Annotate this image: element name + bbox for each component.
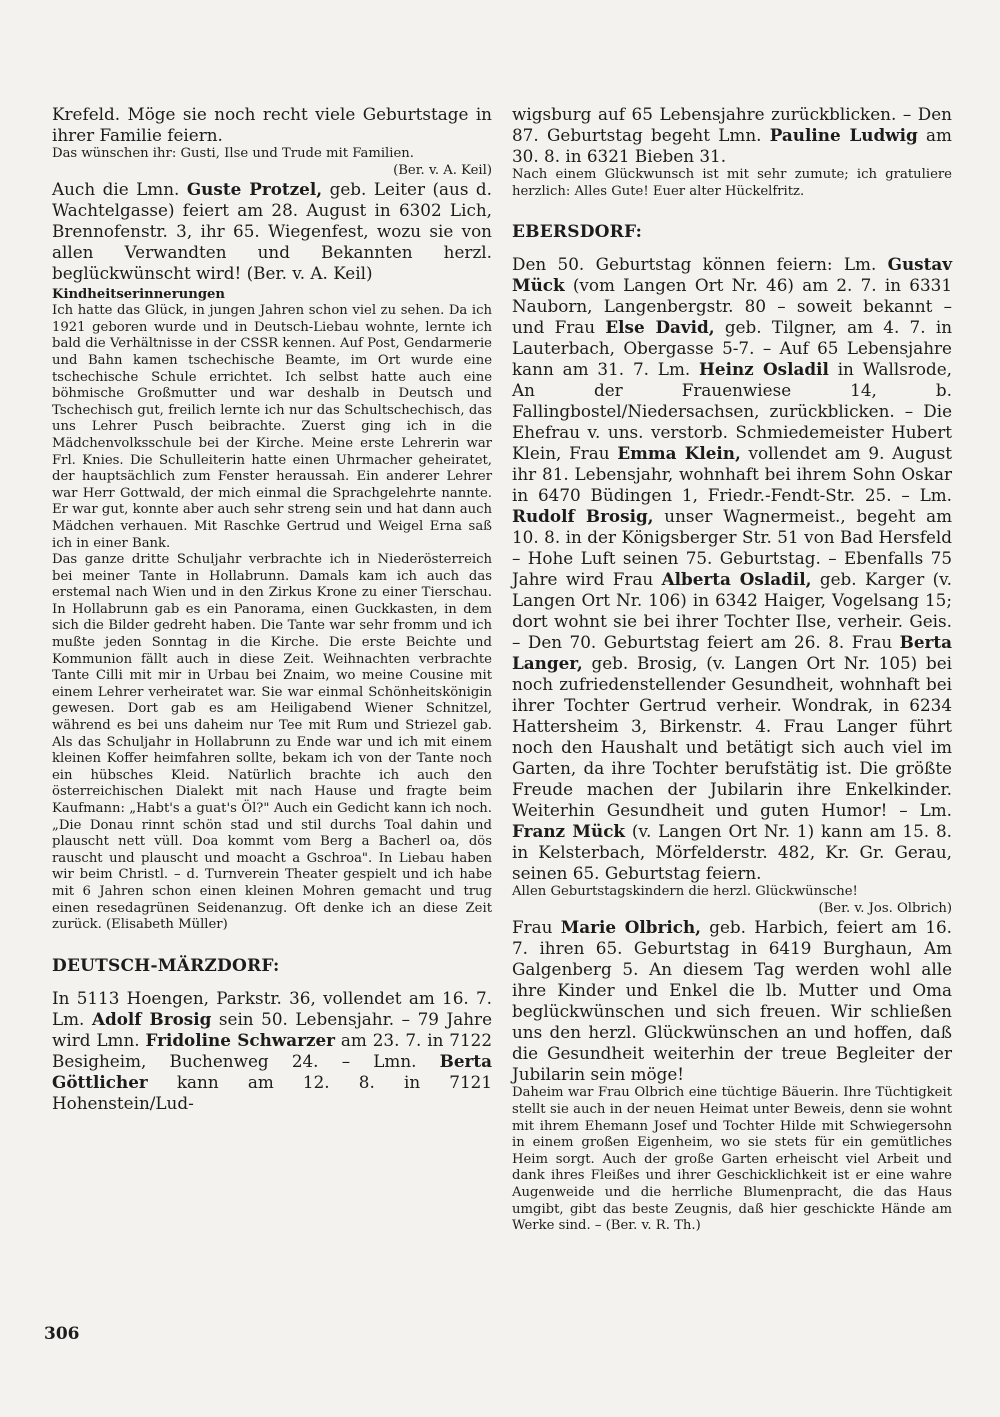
text-segment: wigsburg auf 65 Lebensjahre zurückblicken. – Den 87. Geburtstag begeht Lmn.	[512, 104, 952, 145]
text-segment: Auch die Lmn.	[52, 179, 187, 200]
greeting-text: Das wünschen ihr: Gusti, Ilse und Trude mit Familien.	[52, 146, 414, 161]
person-name: Emma Klein,	[617, 443, 741, 464]
text-segment: unser Wagnermeist., begeht am 10. 8. in der Königsberger Str. 51 von Bad Hersfeld – Hohe Luft seinen 75. Geburtstag. – Ebenfalls 75 Jahre wird Frau	[512, 506, 952, 590]
text-segment: vollendet am 9. August ihr 81. Lebensjahr, wohnhaft bei ihrem Sohn Oskar in 6470 Büdingen 1, Friedr.-Fendt-Str. 25. – Lm.	[512, 443, 952, 506]
text-segment: geb. Brosig, (v. Langen Ort Nr. 105) bei noch zufriedenstellender Gesundheit, wohnhaft bei ihrer Tochter Gertrud verheir. Wondrak, in 6234 Hattersheim 3, Birkenstr. 4. Frau Langer führt noch den Haushalt und betätigt sich auch viel im Garten, da ihre Tochter berufstätig ist. Die größte Freude machen der Jubilarin ihre Enkelkinder. Weiterhin Gesundheit und guten Humor! – Lm.	[512, 653, 952, 821]
person-name: Adolf Brosig	[91, 1008, 212, 1029]
memoir-paragraph: Das ganze dritte Schuljahr verbrachte ich in Niederösterreich bei meiner Tante in Hollabrunn. Damals kam ich auch das erstemal nach Wien und in den Zirkus Krone zu einer Tierschau. In Hollabrunn gab es ein Panorama, einen Guckkasten, in dem sich die Bilder gedreht haben. Die Tante war sehr fromm und ich mußte jeden Sonntag in die Kirche. Die erste Beichte und Kommunion fällt auch in diese Zeit. Weihnachten verbrachte Tante Cilli mit mir in Urbau bei Znaim, wo meine Cousine mit einem Lehrer verheiratet war. Sie war einmal Schönheitskönigin gewesen. Dort gab es am Heiligabend Wiener Schnitzel, während es bei uns daheim nur Tee mit Rum und Striezel gab. Als das Schuljahr in Hollabrunn zu Ende war und ich mit einem kleinen Koffer heimfahren sollte, bekam ich von der Tante noch ein hübsches Kleid. Natürlich brachte ich auch den österreichischen Dialekt mit nach Hause und fragte beim Kaufmann: „Habt's a guat's Öl?" Auch ein Gedicht kann ich noch. „Die Donau rinnt schön stad und stil durchs Toal dahin und plauscht nett vüll. Doa kommt vom Berg a Bacherl oa, dös rauscht und plauscht und moacht a Gschroa". In Liebau haben wir beim Christl. – d. Turnverein Theater gespielt und ich habe mit 6 Jahren schon einen kleinen Mohren gemacht und trug einen resedagrünen Seidenanzug. Oft denke ich an diese Zeit zurück. (Elisabeth Müller)	[52, 552, 492, 933]
person-name: Pauline Ludwig	[769, 125, 918, 145]
text-krefeld: Krefeld. Möge sie noch recht viele Geburtstage in ihrer Familie feiern.	[52, 104, 492, 145]
ebersdorf-paragraph	[512, 254, 952, 884]
report-credit: (Ber. v. Jos. Olbrich)	[818, 900, 952, 916]
person-name: Marie Olbrich,	[560, 917, 701, 938]
person-name: Gustav Mück	[512, 254, 952, 296]
maerzdorf-paragraph	[52, 988, 492, 1114]
greeting-text: Allen Geburtstagskindern die herzl. Glückwünsche!	[512, 884, 858, 900]
section-heading-ebersdorf: EBERSDORF:	[512, 222, 643, 243]
page-number: 306	[44, 1324, 80, 1344]
memoir-paragraph: Ich hatte das Glück, in jungen Jahren schon viel zu sehen. Da ich 1921 geboren wurde und in Deutsch-Liebau wohnte, lernte ich bald die Verhältnisse in der CSSR kennen. Auf Post, Gendarmerie und Bahn kamen tschechische Beamte, im Ort wurde eine tschechische Schule errichtet. Ich selbst hatte auch eine böhmische Großmutter und war deshalb in Deutsch und Tschechisch gut, freilich lernte ich nur das Schultschechisch, das uns Lehrer Pusch beibrachte. Zuerst ging ich in die Mädchenvolksschule bei der Kirche. Meine erste Lehrerin war Frl. Knies. Die Schulleiterin hatte einen Uhrmacher geheiratet, der hauptsächlich zum Fenster heraussah. Ein anderer Lehrer war Herr Gottwald, der mich einmal die Sprachgelehrte nannte. Er war gut, konnte aber auch sehr streng sein und hat dann auch Mädchen verhauen. Mit Raschke Gertrud und Weigel Erna saß ich in einer Bank.	[52, 303, 492, 551]
text-segment: In 5113 Hoengen, Parkstr. 36, vollendet am 16. 7. Lm.	[52, 987, 492, 1029]
text-segment: kann am 12. 8. in 7121 Hohenstein/Lud-	[52, 1071, 492, 1113]
text-segment: (vom Langen Ort Nr. 46) am 2. 7. in 6331 Nauborn, Langenbergstr. 80 – soweit bekannt – und Frau	[512, 275, 952, 338]
continuation-paragraph	[512, 104, 952, 167]
greeting-text: Nach einem Glückwunsch ist mit sehr zumute; ich gratuliere herzlich: Alles Gute! Euer alter Hückelfritz.	[512, 167, 952, 199]
olbrich-paragraph	[512, 917, 952, 1085]
person-name: Alberta Osladil,	[661, 569, 812, 590]
section-heading-deutsch-maerzdorf: DEUTSCH-MÄRZDORF:	[52, 955, 280, 976]
text-segment: sein 50. Lebensjahr. – 79 Jahre wird Lmn.	[52, 1008, 492, 1050]
person-name: Rudolf Brosig,	[512, 506, 654, 527]
olbrich-small-paragraph: Daheim war Frau Olbrich eine tüchtige Bäuerin. Ihre Tüchtigkeit stellt sie auch in der neuen Heimat unter Beweis, denn sie wohnt mit ihrem Ehemann Josef und Tochter Hilde mit Schwiegersohn in einem großen Eigenheim, wo sie stets für ein gemütliches Heim sorgt. Auch der große Garten erheischt viel Arbeit und dank ihres Fleißes und ihrer Geschicklichkeit ist er eine wahre Augenweide und die herrliche Blumenpracht, die das Haus umgibt, gibt das beste Zeugnis, daß hier geschickte Hände am Werke sind. – (Ber. v. R. Th.)	[512, 1085, 952, 1234]
person-name: Fridoline Schwarzer	[145, 1029, 336, 1050]
left-column	[52, 104, 492, 1114]
report-credit: (Ber. v. A. Keil)	[393, 162, 492, 178]
text-segment: Frau	[512, 917, 561, 938]
text-segment: geb. Tilgner, am 4. 7. in Lauterbach, Obergasse 5-7. – Auf 65 Lebensjahre kann am 31. 7. Lm.	[512, 317, 952, 380]
text-segment: in Wallsrode, An der Frauenwiese 14, b. Fallingbostel/Niedersachsen, zurückblicken. – Die Ehefrau v. uns. verstorb. Schmiedemeister Hubert Klein, Frau	[512, 359, 952, 464]
text-segment: am 30. 8. in 6321 Bieben 31.	[512, 125, 952, 166]
text-segment: Den 50. Geburtstag können feiern: Lm.	[512, 254, 888, 275]
text-segment: geb. Leiter (aus d. Wachtelgasse) feiert am 28. August in 6302 Lich, Brennofenstr. 3, ihr 65. Wiegenfest, wozu sie von allen Verwandten und Bekannten herzl. beglückwünscht wird! (Ber. v. A. Keil)	[52, 179, 492, 284]
text-segment: (v. Langen Ort Nr. 1) kann am 15. 8. in Kelsterbach, Mörfelderstr. 482, Kr. Gr. Gerau, seinen 65. Geburtstag feiern.	[512, 821, 952, 884]
text-segment: am 23. 7. in 7122 Besigheim, Buchenweg 24. – Lmn.	[52, 1029, 492, 1071]
protzel-paragraph	[52, 179, 492, 284]
section-subheading: Kindheitserinnerungen	[52, 287, 226, 303]
person-name: Berta Göttlicher	[52, 1050, 492, 1092]
text-segment: geb. Harbich, feiert am 16. 7. ihren 65. Geburtstag in 6419 Burghaun, Am Galgenberg 5. An diesem Tag werden wohl alle ihre Kinder und Enkel die lb. Mutter und Oma beglückwünschen und sich freuen. Wir schließen uns den herzl. Glückwünschen an und hoffen, daß die Gesundheit weiterhin der treue Begleiter der Jubilarin sein möge!	[512, 917, 953, 1085]
person-name: Else David,	[605, 317, 715, 338]
person-name: Franz Mück	[512, 821, 626, 842]
person-name: Heinz Osladil	[699, 359, 829, 380]
person-name: Berta Langer,	[512, 632, 952, 674]
person-name: Guste Protzel,	[186, 179, 323, 200]
right-column	[512, 104, 952, 1235]
text-segment: geb. Karger (v. Langen Ort Nr. 106) in 6342 Haiger, Vogelsang 15; dort wohnt sie bei ihrer Tochter Ilse, verheir. Geis. – Den 70. Geburtstag feiert am 26. 8. Frau	[512, 569, 952, 653]
